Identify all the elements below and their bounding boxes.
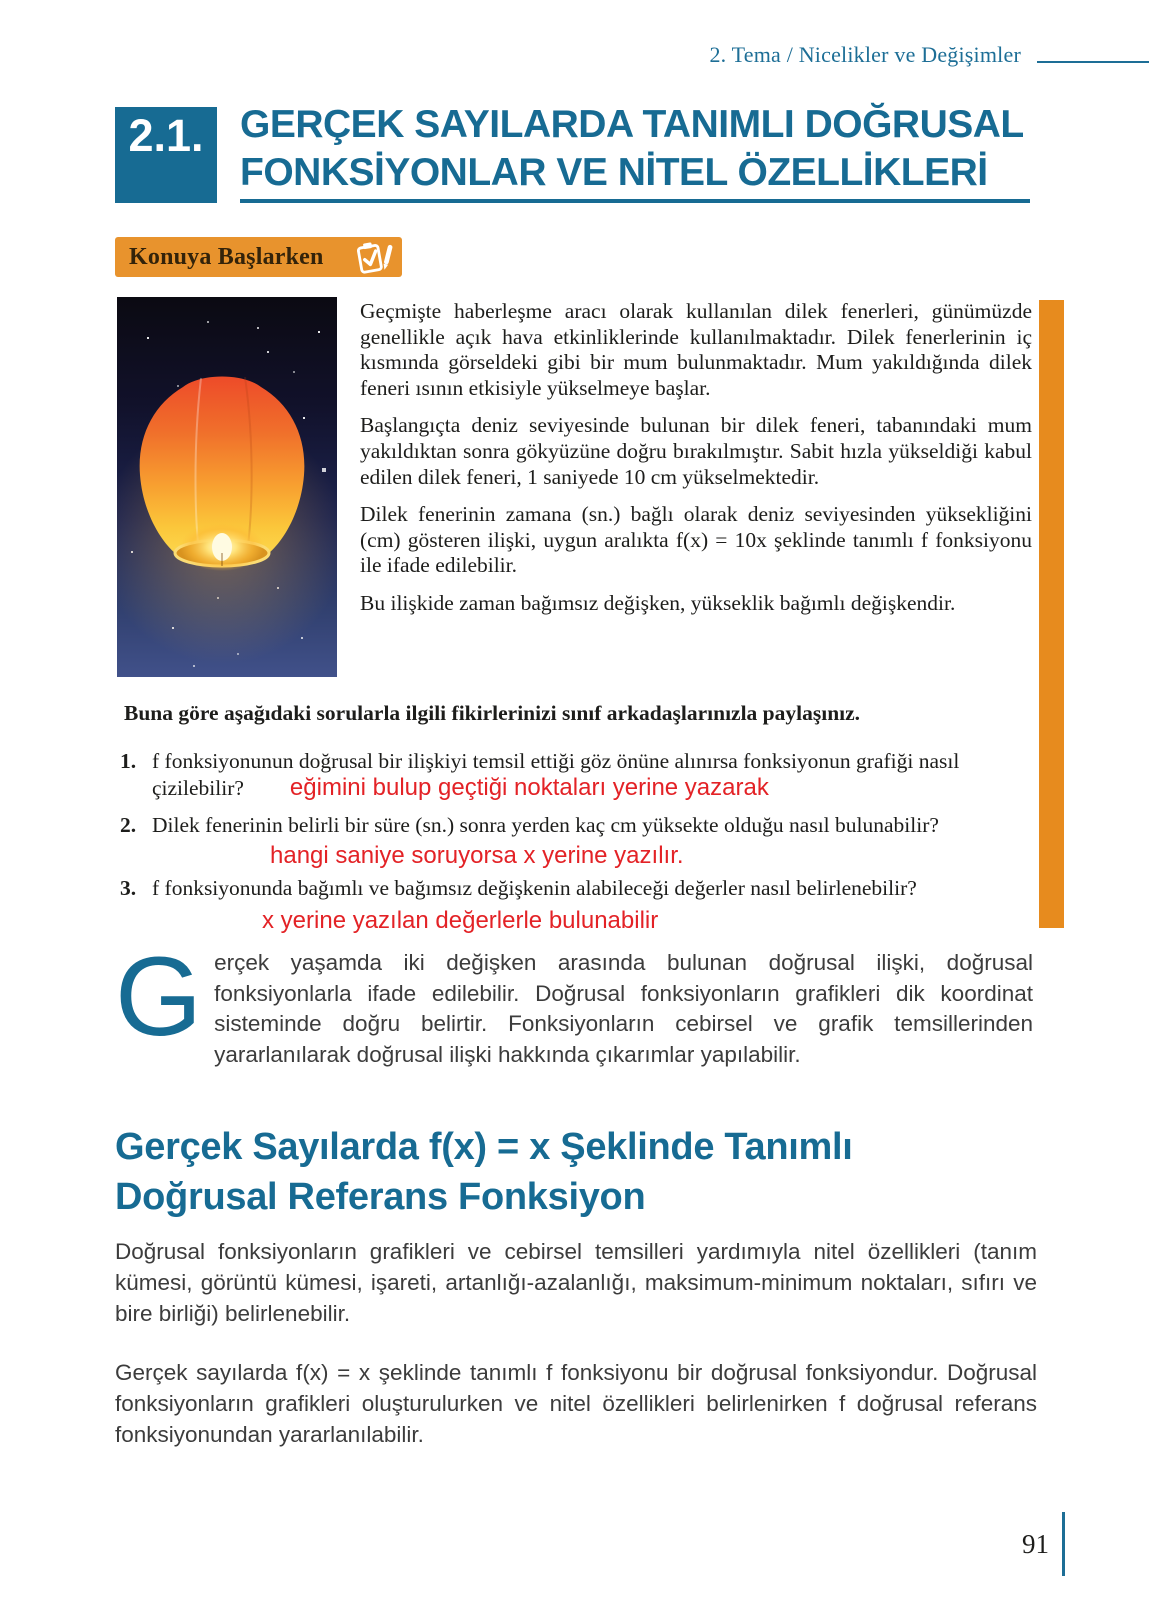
question-number: 3. <box>120 876 137 900</box>
section-title <box>240 101 1040 197</box>
section-number-box <box>115 107 217 203</box>
subtopic-heading-line1: Gerçek Sayılarda f(x) = x Şeklinde Tanımlı <box>115 1126 853 1168</box>
subtopic-heading <box>115 1122 1035 1222</box>
question-list <box>120 748 1038 934</box>
section-title-line1: GERÇEK SAYILARDA TANIMLI DOĞRUSAL <box>240 103 1024 146</box>
clipboard-check-icon <box>352 240 394 274</box>
question-item-2 <box>120 812 1038 869</box>
intro-text <box>360 299 1032 629</box>
question-body <box>152 875 1038 934</box>
drop-cap: G <box>115 934 203 1059</box>
subtopic-paragraph: Gerçek sayılarda f(x) = x şeklinde tanımlı f fonksiyonu bir doğrusal fonksiyondur. Doğrusal fonksiyonların grafikleri oluşturulurken ve nitel özellikleri belirlenirken f doğrusal referans fonksiyonundan yararlanılabilir. <box>115 1360 1037 1447</box>
handwritten-answer: x yerine yazılan değerlerle bulunabilir <box>262 907 659 934</box>
subtopic-text <box>115 1236 1037 1478</box>
intro-paragraph: Dilek fenerinin zamana (sn.) bağlı olarak deniz seviyesinden yüksekliğini (cm) gösteren ilişki, uygun aralıkta f(x) = 10x şeklinde tanımlı f fonksiyonu ile ifade edilebilir. <box>360 502 1032 578</box>
header-rule <box>1037 61 1149 63</box>
lead-paragraph <box>115 934 1033 1070</box>
handwritten-answer: hangi saniye soruyorsa x yerine yazılır. <box>270 842 684 869</box>
question-item-1 <box>120 748 1038 802</box>
footer-rule <box>1062 1512 1065 1576</box>
subtopic-heading-line2: Doğrusal Referans Fonksiyon <box>115 1176 646 1218</box>
discussion-prompt: Buna göre aşağıdaki sorularla ilgili fikirlerinizi sınıf arkadaşlarınızla paylaşınız. <box>124 701 861 725</box>
section-number: 2.1. <box>128 110 204 161</box>
intro-paragraph: Geçmişte haberleşme aracı olarak kullanılan dilek fenerleri, günümüzde genellikle açık hava etkinliklerinde kullanılmaktadır. Dilek fenerlerinin iç kısmında görseldeki gibi bir mum bulunmaktadır. Mum yakıldığında dilek feneri ısının etkisiyle yükselmeye başlar. <box>360 299 1032 400</box>
section-title-line2: FONKSİYONLAR VE NİTEL ÖZELLİKLERİ <box>240 151 988 194</box>
konuya-baslarken-banner <box>115 237 402 277</box>
question-body <box>152 812 1038 869</box>
sky-lantern-image <box>117 297 337 677</box>
page-footer <box>1022 1512 1065 1576</box>
question-number: 1. <box>120 749 137 773</box>
question-text: f fonksiyonunun doğrusal bir ilişkiyi temsil ettiği göz önüne alınırsa fonksiyonun grafiği nasıl çizilebilir? <box>152 749 960 800</box>
intro-paragraph: Başlangıçta deniz seviyesinde bulunan bir dilek feneri, tabanındaki mum yakıldıktan sonra gökyüzüne doğru bırakılmıştır. Sabit hızla yükseldiği kabul edilen dilek feneri, 1 saniyede 10 cm yükselmektedir. <box>360 413 1032 489</box>
handwritten-answer: eğimini bulup geçtiği noktaları yerine yazarak <box>289 774 769 801</box>
lead-paragraph-text: erçek yaşamda iki değişken arasında bulunan doğrusal ilişki, doğrusal fonksiyonlarla ifade edilebilir. Doğrusal fonksiyonların grafikleri dik koordinat sisteminde doğru belirtir. Fonksiyonların cebirsel ve grafik temsillerinden yararlanılarak doğrusal ilişki hakkında çıkarımlar yapılabilir. <box>214 950 1033 1067</box>
question-item-3 <box>120 875 1038 934</box>
page-number: 91 <box>1022 1528 1049 1559</box>
intro-paragraph: Bu ilişkide zaman bağımsız değişken, yükseklik bağımlı değişkendir. <box>360 590 956 615</box>
lantern-graphic <box>117 297 337 677</box>
question-body <box>152 748 1038 802</box>
question-text: f fonksiyonunda bağımlı ve bağımsız değişkenin alabileceği değerler nasıl belirlenebilir? <box>152 876 917 900</box>
question-text: Dilek fenerinin belirli bir süre (sn.) sonra yerden kaç cm yüksekte olduğu nasıl bulunabilir? <box>152 813 939 837</box>
banner-label: Konuya Başlarken <box>129 243 324 270</box>
running-header <box>0 42 1151 68</box>
theme-label: 2. Tema / Nicelikler ve Değişimler <box>709 42 1021 67</box>
topic-side-bar <box>1039 300 1064 928</box>
title-underline <box>240 199 1030 203</box>
subtopic-paragraph: Doğrusal fonksiyonların grafikleri ve cebirsel temsilleri yardımıyla nitel özellikleri (tanım kümesi, görüntü kümesi, işareti, artanlığı-azalanlığı, maksimum-minimum noktaları, sıfırı ve bire birliği) belirlenebilir. <box>115 1239 1037 1326</box>
question-number: 2. <box>120 813 137 837</box>
